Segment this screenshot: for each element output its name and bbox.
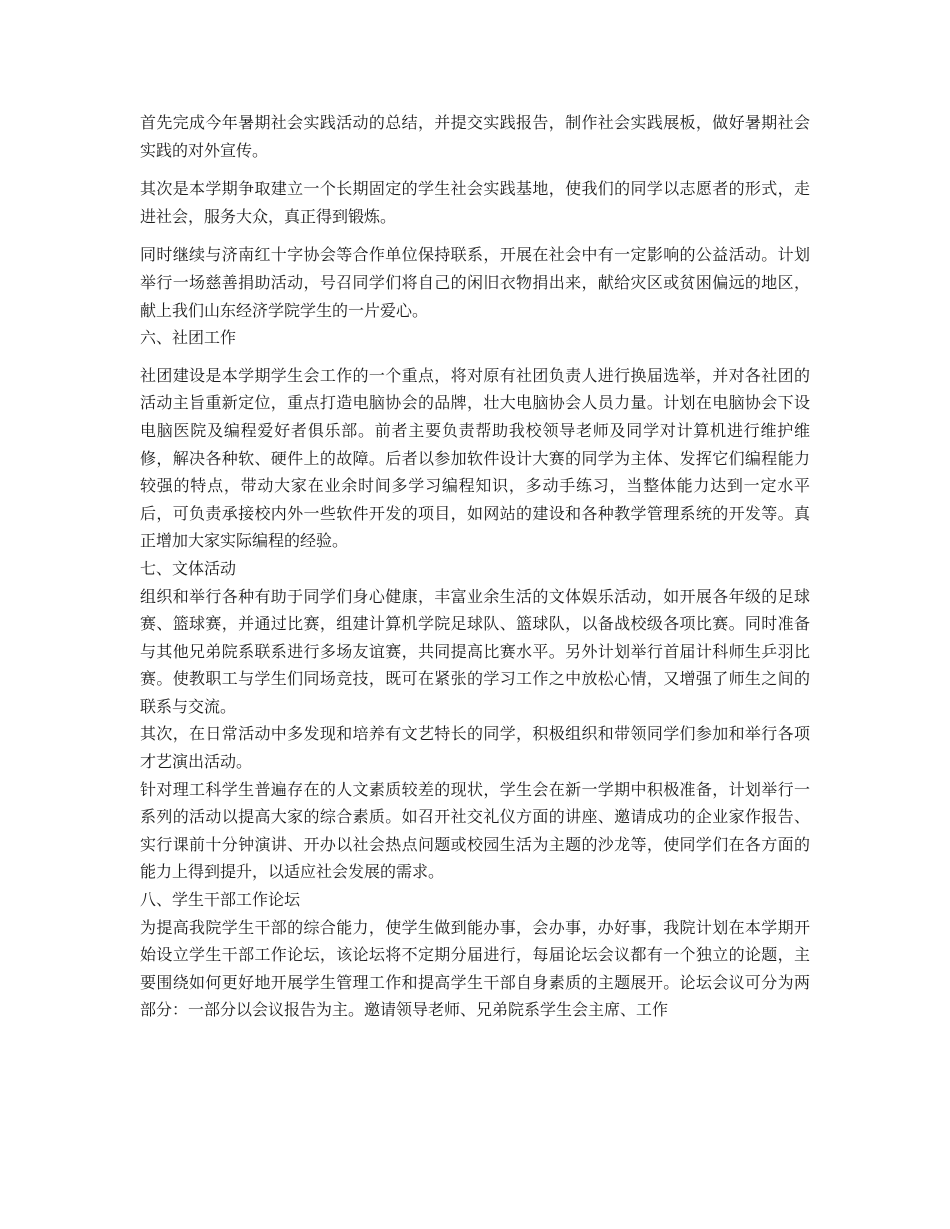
section5-paragraph-2: 其次是本学期争取建立一个长期固定的学生社会实践基地，使我们的同学以志愿者的形式，走进社会，服务大众，真正得到锻炼。 (140, 179, 810, 226)
section7-paragraph-1: 组织和举行各种有助于同学们身心健康，丰富业余生活的文体娱乐活动，如开展各年级的足球赛、篮球赛，并通过比赛，组建计算机学院足球队、篮球队，以备战校级各项比赛。同时准备与其他兄弟院系联系进行多场友谊赛，共同提高比赛水平。另外计划举行首届计科师生乒羽比赛。使教职工与学生们同场竞技，既可在紧张的学习工作之中放松心情，又增强了师生之间的联系与交流。 (140, 586, 810, 716)
section6-paragraph-1: 社团建设是本学期学生会工作的一个重点，将对原有社团负责人进行换届选举，并对各社团的活动主旨重新定位，重点打造电脑协会的品牌，壮大电脑协会人员力量。计划在电脑协会下设电脑医院及编程爱好者俱乐部。前者主要负责帮助我校领导老师及同学对计算机进行维护维修，解决各种软、硬件上的故障。后者以参加软件设计大赛的同学为主体、发挥它们编程能力较强的特点，带动大家在业余时间多学习编程知识，多动手练习，当整体能力达到一定水平后，可负责承接校内外一些软件开发的项目，如网站的建设和各种教学管理系统的开发等。真正增加大家实际编程的经验。 (140, 365, 810, 551)
section5-paragraph-1: 首先完成今年暑期社会实践活动的总结，并提交实践报告，制作社会实践展板，做好暑期社会实践的对外宣传。 (140, 113, 810, 160)
section8-heading: 八、学生干部工作论坛 (140, 890, 301, 910)
section6-heading: 六、社团工作 (140, 328, 237, 348)
document-page (140, 109, 810, 1024)
section7-paragraph-2: 其次，在日常活动中多发现和培养有文艺特长的同学，积极组织和带领同学们参加和举行各项才艺演出活动。 (140, 724, 810, 772)
section5-paragraph-3: 同时继续与济南红十字协会等合作单位保持联系，开展在社会中有一定影响的公益活动。计划举行一场慈善捐助活动，号召同学们将自己的闲旧衣物捐出来，献给灾区或贫困偏远的地区，献上我们山东经济学院学生的一片爱心。 (140, 245, 810, 320)
section7-paragraph-3: 针对理工科学生普遍存在的人文素质较差的现状，学生会在新一学期中积极准备，计划举行一系列的活动以提高大家的综合素质。如召开社交礼仪方面的讲座、邀请成功的企业家作报告、实行课前十分钟演讲、开办以社会热点问题或校园生活为主题的沙龙等，使同学们在各方面的能力上得到提升，以适应社会发展的需求。 (140, 779, 810, 882)
section7-heading: 七、文体活动 (140, 558, 237, 578)
section8-paragraph-1: 为提高我院学生干部的综合能力，使学生做到能办事，会办事，办好事，我院计划在本学期开始设立学生干部工作论坛，该论坛将不定期分届进行，每届论坛会议都有一个独立的论题，主要围绕如何更好地开展学生管理工作和提高学生干部自身素质的主题展开。论坛会议可分为两部分：一部分以会议报告为主。邀请领导老师、兄弟院系学生会主席、工作 (140, 917, 810, 1020)
